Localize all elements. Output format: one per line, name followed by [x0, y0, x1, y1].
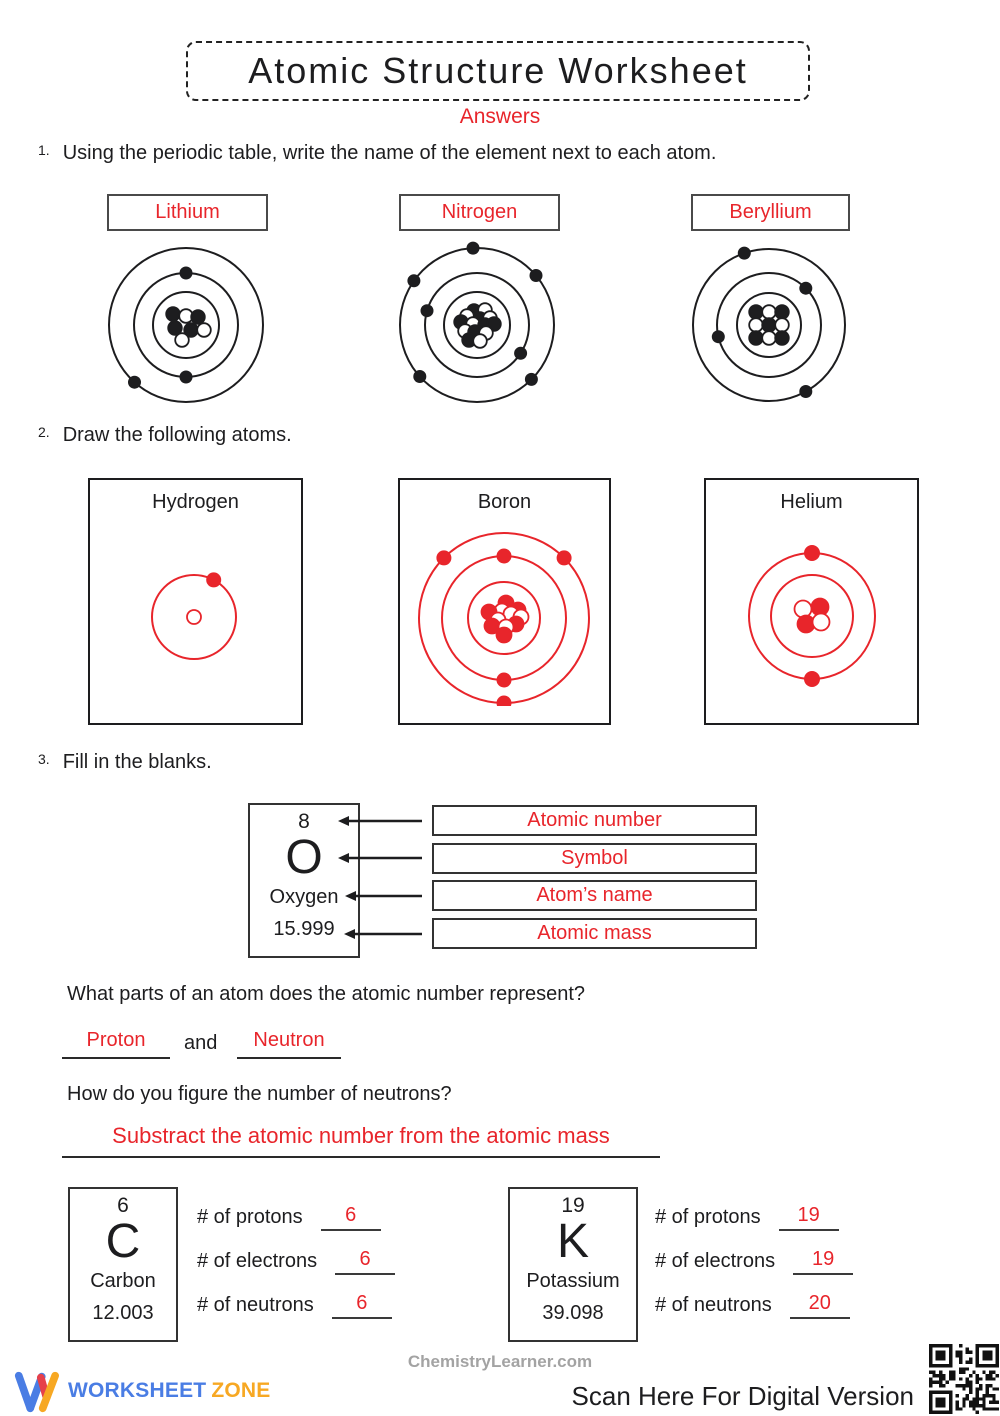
- page-title-text: Atomic Structure Worksheet: [248, 50, 748, 91]
- draw-box-hydrogen-title: Hydrogen: [152, 491, 239, 513]
- label-box-atomic-number: Atomic number: [432, 805, 757, 836]
- carbon-electrons-value: 6: [335, 1245, 395, 1275]
- potassium-electrons-label: # of electrons: [655, 1250, 776, 1272]
- question-1-text: Using the periodic table, write the name of the element next to each atom.: [62, 142, 717, 164]
- draw-box-helium-title: Helium: [780, 491, 843, 513]
- potassium-protons-row: [655, 1201, 853, 1231]
- oxygen-atomic-number: 8: [298, 810, 310, 833]
- carbon-protons-value: 6: [321, 1201, 381, 1231]
- logo-text-worksheet: WORKSHEET: [68, 1379, 207, 1402]
- answer-box-beryllium: Beryllium: [691, 194, 850, 231]
- worksheetzone-w-icon: [10, 1368, 62, 1414]
- question-3-text: Fill in the blanks.: [62, 751, 212, 773]
- question-3-number: 3.: [38, 751, 50, 767]
- question-figure-neutrons: How do you figure the number of neutrons?: [67, 1083, 452, 1105]
- qr-code: [929, 1344, 999, 1414]
- carbon-atomic-number: 6: [117, 1194, 129, 1217]
- potassium-protons-value: 19: [779, 1201, 839, 1231]
- page-title: [186, 41, 810, 101]
- oxygen-atomic-mass: 15.999: [273, 917, 335, 940]
- potassium-atomic-number: 19: [561, 1194, 585, 1217]
- carbon-electrons-row: [197, 1245, 395, 1275]
- logo-text-zone: ZONE: [211, 1379, 271, 1402]
- answer-blank-neutron-calculation: Substract the atomic number from the atomic mass: [62, 1123, 660, 1158]
- scan-here-text: Scan Here For Digital Version: [571, 1381, 914, 1411]
- potassium-neutrons-row: [655, 1289, 853, 1319]
- carbon-protons-row: [197, 1201, 395, 1231]
- label-box-atomic-mass: Atomic mass: [432, 918, 757, 949]
- conjunction-and: and: [184, 1032, 218, 1054]
- pointer-arrows: [330, 800, 440, 950]
- carbon-symbol: C: [105, 1215, 141, 1268]
- answer-box-nitrogen: Nitrogen: [399, 194, 560, 231]
- carbon-element-tile: [68, 1187, 178, 1342]
- chemistrylearner-credit: ChemistryLearner.com: [407, 1352, 593, 1371]
- carbon-neutrons-row: [197, 1289, 395, 1319]
- carbon-neutrons-value: 6: [332, 1289, 392, 1319]
- carbon-neutrons-label: # of neutrons: [197, 1294, 314, 1316]
- lithium-bohr-diagram: [98, 237, 274, 413]
- carbon-atomic-mass: 12.003: [92, 1301, 154, 1324]
- oxygen-symbol: O: [285, 831, 323, 884]
- helium-bohr-diagram: [724, 528, 900, 704]
- nitrogen-bohr-diagram: [389, 237, 565, 413]
- answer-blank-proton: Proton: [62, 1029, 170, 1059]
- potassium-electrons-value: 19: [793, 1245, 853, 1275]
- potassium-electrons-row: [655, 1245, 853, 1275]
- potassium-count-rows: [655, 1201, 853, 1319]
- potassium-protons-label: # of protons: [655, 1206, 761, 1228]
- question-2-number: 2.: [38, 424, 50, 440]
- answers-subtitle: Answers: [459, 105, 541, 128]
- question-atomic-number-represent: What parts of an atom does the atomic number represent?: [67, 983, 586, 1005]
- answer-box-lithium: Lithium: [107, 194, 268, 231]
- potassium-symbol: K: [556, 1215, 589, 1268]
- carbon-count-rows: [197, 1201, 395, 1319]
- question-1: [38, 142, 716, 165]
- potassium-neutrons-value: 20: [790, 1289, 850, 1319]
- question-3: [38, 751, 212, 774]
- answer-blank-neutron: Neutron: [237, 1029, 341, 1059]
- potassium-neutrons-label: # of neutrons: [655, 1294, 772, 1316]
- draw-box-boron-title: Boron: [477, 491, 532, 513]
- boron-bohr-diagram: [416, 530, 592, 706]
- label-box-symbol: Symbol: [432, 843, 757, 874]
- hydrogen-bohr-diagram: [106, 529, 282, 705]
- worksheetzone-logo: [10, 1368, 270, 1414]
- oxygen-name: Oxygen: [269, 885, 339, 908]
- beryllium-bohr-diagram: [681, 237, 857, 413]
- carbon-electrons-label: # of electrons: [197, 1250, 318, 1272]
- potassium-atomic-mass: 39.098: [542, 1301, 604, 1324]
- label-box-atoms-name: Atom’s name: [432, 880, 757, 911]
- question-2-text: Draw the following atoms.: [62, 424, 292, 446]
- potassium-element-tile: [508, 1187, 638, 1342]
- carbon-name: Carbon: [90, 1269, 156, 1292]
- question-2: [38, 424, 292, 447]
- potassium-name: Potassium: [526, 1269, 620, 1292]
- carbon-protons-label: # of protons: [197, 1206, 303, 1228]
- question-1-number: 1.: [38, 142, 50, 158]
